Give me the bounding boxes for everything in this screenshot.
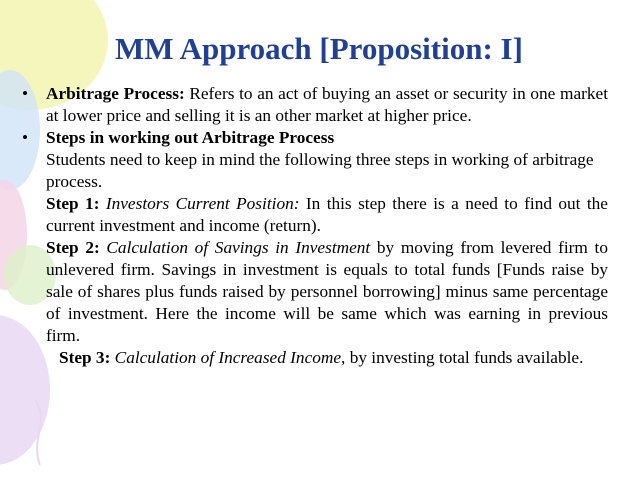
bullet-dot: • — [22, 84, 29, 103]
step-text: In this step there is a need to find out the current investment and income (return). — [46, 194, 608, 235]
bullet-steps — [22, 127, 608, 149]
bullet-dot: • — [22, 128, 29, 147]
bullet-label: Steps in working out Arbitrage Process — [46, 128, 335, 147]
step-1 — [22, 193, 608, 237]
step-label: Step 2: — [46, 238, 100, 257]
step-label: Step 3: — [58, 348, 111, 367]
step-label: Step 1: — [46, 194, 100, 213]
step-title: Calculation of Increased Income — [114, 348, 342, 367]
bullet-arbitrage-process — [22, 83, 608, 127]
step-3 — [22, 347, 608, 369]
slide-title: MM Approach [Proposition: I] — [115, 31, 523, 66]
step-text: , by investing total funds available. — [341, 348, 584, 367]
step-text: by moving from levered firm to unlevered firm. Savings in investment is equals to total funds [Funds raise by sale of shares plus funds raised by personnel borrowing] minus same percentage of investment. Here the income will be same which was earning in previous firm. — [46, 238, 608, 345]
steps-intro: Students need to keep in mind the following three steps in working of arbitrage process. — [46, 150, 594, 191]
bullet-label: Arbitrage Process: — [46, 84, 185, 103]
step-title: Investors Current Position: — [105, 194, 300, 213]
step-2 — [22, 237, 608, 347]
bullet-text: Refers to an act of buying an asset or security in one market at lower price and selling it is an other market at higher price. — [46, 84, 608, 125]
slide-content — [22, 83, 608, 369]
step-title: Calculation of Savings in Investment — [106, 238, 371, 257]
